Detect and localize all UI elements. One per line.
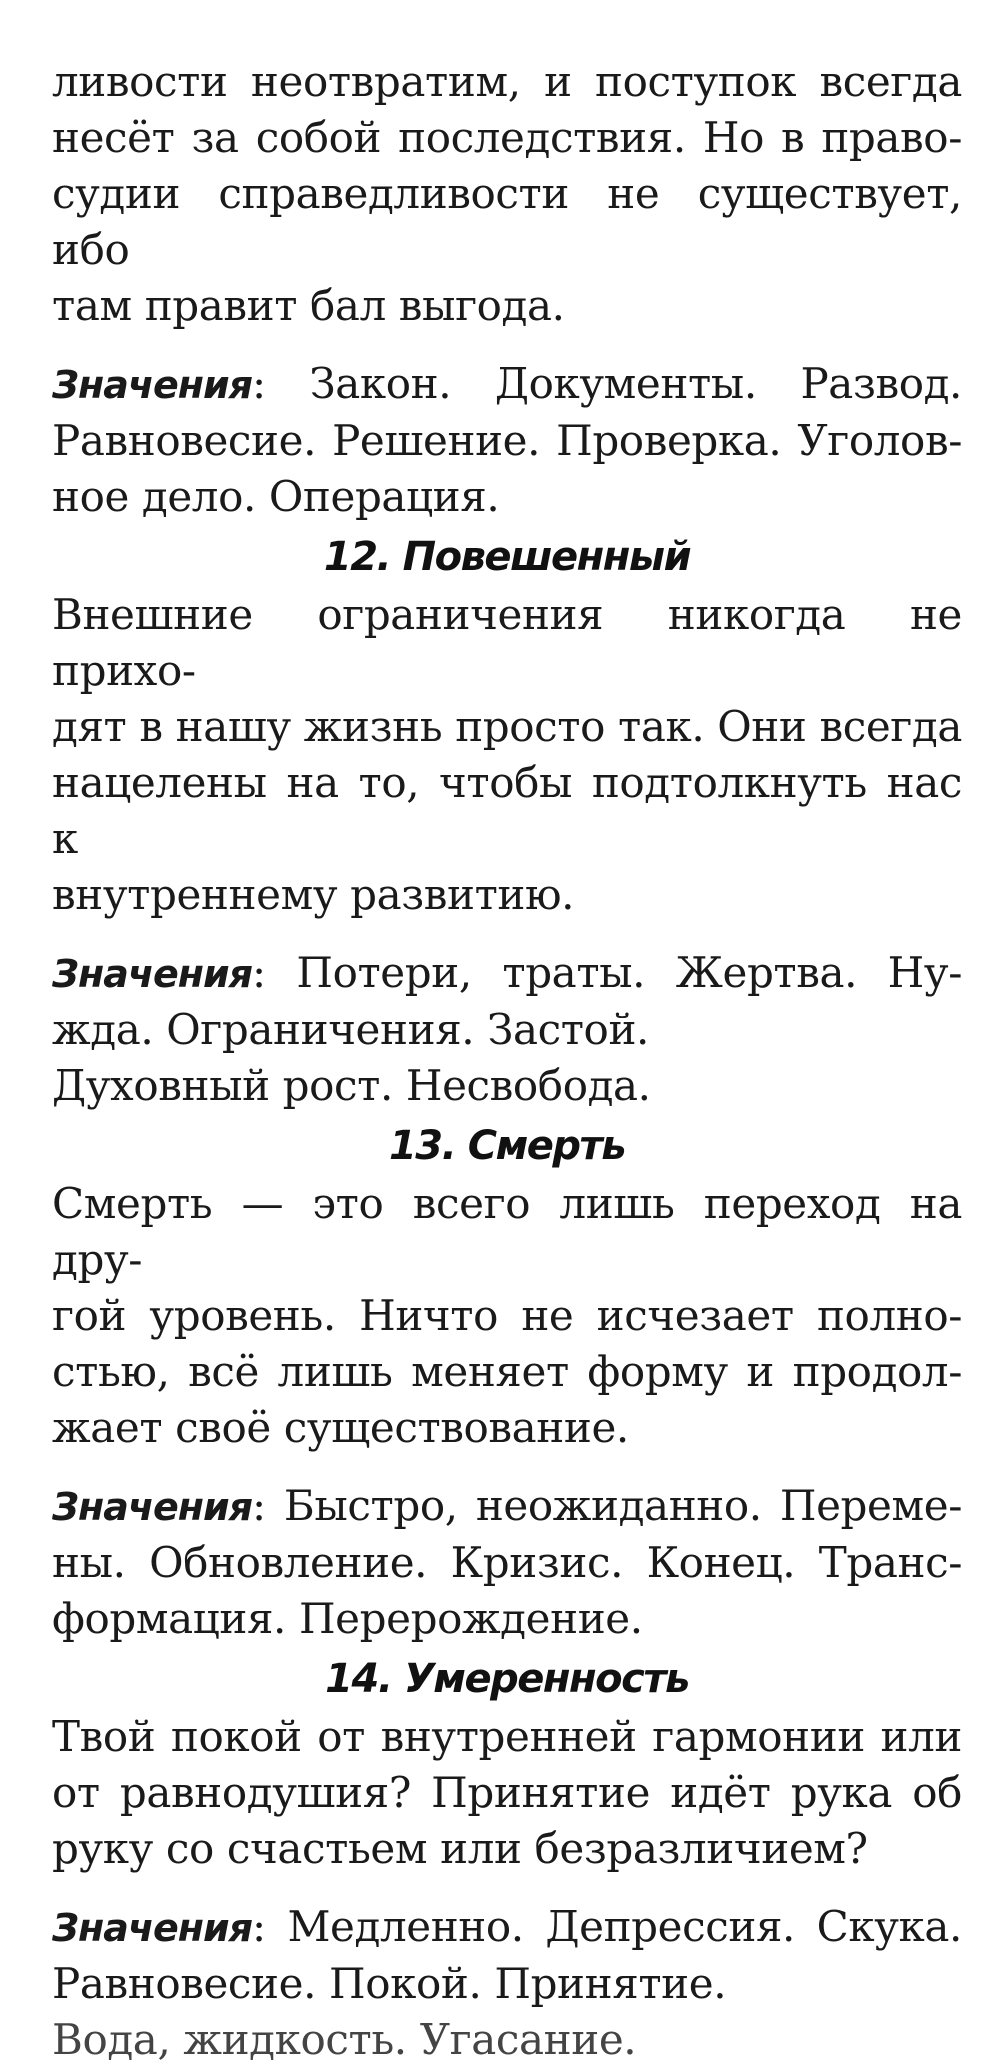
section-text (52, 1709, 962, 1877)
meanings-line: жда. Ограничения. Застой. (52, 1005, 649, 1054)
text-line: жает своё существование. (52, 1403, 629, 1452)
text-line: там правит бал выгода. (52, 281, 565, 330)
meanings-line: формация. Перерождение. (52, 1594, 643, 1643)
meanings-line (52, 356, 962, 413)
section-meanings (52, 1899, 962, 2068)
meanings-line: Вода, жидкость. Угасание. (52, 2015, 637, 2064)
text-line: гой уровень. Ничто не исчезает полно- (52, 1291, 962, 1340)
text-line: ливости неотвратим, и поступок всегда (52, 57, 962, 106)
meanings-line: ное дело. Операция. (52, 472, 500, 521)
section-heading: 14. Умеренность (325, 1656, 689, 1702)
meanings-line: Равновесие. Решение. Проверка. Уголов- (52, 416, 962, 465)
meanings-label: Значения (52, 952, 253, 996)
text-line: дят в нашу жизнь просто так. Они всегда (52, 702, 962, 751)
text-line: Смерть — это всего лишь переход на дру- (52, 1179, 962, 1284)
intro-paragraph (52, 54, 962, 334)
book-page (52, 54, 962, 2068)
text-line: Внешние ограничения никогда не прихо- (52, 590, 962, 695)
meanings-text: : Закон. Документы. Развод. (252, 359, 962, 408)
section-meanings (52, 1478, 962, 1647)
text-line: судии справедливости не существует, ибо (52, 169, 962, 274)
meanings-label: Значения (52, 1906, 253, 1950)
meanings-text: : Быстро, неожиданно. Переме- (252, 1481, 962, 1530)
section-text (52, 587, 962, 923)
meanings-line (52, 945, 962, 1002)
meanings-text: : Потери, траты. Жертва. Ну- (252, 948, 962, 997)
section-text (52, 1176, 962, 1456)
text-line: несёт за собой последствия. Но в право- (52, 113, 962, 162)
meanings-label: Значения (52, 1485, 253, 1529)
meanings-text: : Медленно. Депрессия. Скука. (252, 1902, 962, 1951)
meanings-line: Духовный рост. Несвобода. (52, 1061, 651, 1110)
meanings-line (52, 1899, 962, 1956)
text-line: нацелены на то, чтобы подтолкнуть нас к (52, 758, 962, 863)
text-line: от равнодушия? Принятие идёт рука об (52, 1768, 962, 1817)
intro-meanings (52, 356, 962, 525)
text-line: руку со счастьем или безразличием? (52, 1824, 868, 1873)
meanings-label: Значения (52, 363, 253, 407)
text-line: внутреннему развитию. (52, 870, 575, 919)
text-line: Твой покой от внутренней гармонии или (52, 1712, 962, 1761)
text-line: стью, всё лишь меняет форму и продол- (52, 1347, 962, 1396)
section-heading: 12. Повешенный (323, 534, 691, 580)
meanings-line: ны. Обновление. Кризис. Конец. Транс- (52, 1538, 962, 1587)
section-heading: 13. Смерть (388, 1123, 626, 1169)
meanings-line (52, 1478, 962, 1535)
section-meanings (52, 945, 962, 1114)
meanings-line: Равновесие. Покой. Принятие. (52, 1959, 727, 2008)
